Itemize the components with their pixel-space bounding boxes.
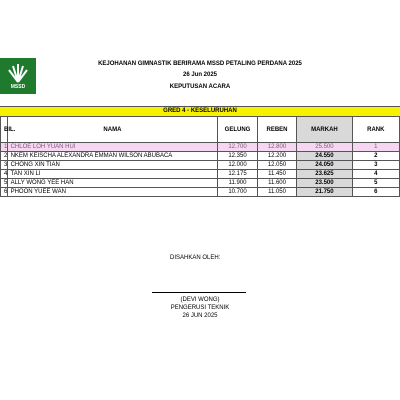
cell-bil: 5 <box>1 179 8 188</box>
cell-reben: 12.200 <box>257 152 297 161</box>
cell-markah: 23.500 <box>297 179 352 188</box>
signature-date: 26 JUN 2025 <box>182 313 218 319</box>
approved-by-label: DISAHKAN OLEH: <box>170 255 221 261</box>
cell-bil: 1 <box>1 143 8 152</box>
event-date: 26 Jun 2025 <box>182 72 218 78</box>
event-title: KEJOHANAN GIMNASTIK BERIRAMA MSSD PETALING PERDANA 2025 <box>98 61 302 67</box>
cell-bil: 3 <box>1 161 8 170</box>
cell-markah: 24.550 <box>297 152 352 161</box>
cell-markah: 21.750 <box>297 188 352 197</box>
col-markah: MARKAH <box>297 117 352 143</box>
cell-nama: ALLY WONG YEE HAN <box>7 179 218 188</box>
cell-rank: 1 <box>352 143 399 152</box>
col-gelung: GELUNG <box>218 117 258 143</box>
signatory-name: (DEVI WONG) <box>180 297 220 303</box>
table-row <box>1 170 400 179</box>
event-subtitle: KEPUTUSAN ACARA <box>169 84 231 90</box>
cell-rank: 3 <box>352 161 399 170</box>
cell-gelung: 11.900 <box>218 179 258 188</box>
cell-bil: 2 <box>1 152 8 161</box>
cell-rank: 5 <box>352 179 399 188</box>
table-row <box>1 188 400 197</box>
table-row <box>1 179 400 188</box>
signatory-role: PENGERUSI TEKNIK <box>170 305 230 311</box>
cell-reben: 11.050 <box>257 188 297 197</box>
cell-reben: 11.450 <box>257 170 297 179</box>
cell-reben: 11.600 <box>257 179 297 188</box>
cell-bil: 6 <box>1 188 8 197</box>
cell-reben: 12.050 <box>257 161 297 170</box>
signature-line <box>152 292 246 293</box>
col-bil: BIL. <box>1 117 8 143</box>
cell-nama: CHLOE LOH YUAN HUI <box>7 143 218 152</box>
table-row <box>1 152 400 161</box>
gred-banner: GRED 4 - KESELURUHAN <box>0 106 400 117</box>
cell-gelung: 12.175 <box>218 170 258 179</box>
cell-nama: CHONG XIN TIAN <box>7 161 218 170</box>
cell-nama: PHOON YUEE WAN <box>7 188 218 197</box>
cell-gelung: 12.350 <box>218 152 258 161</box>
cell-markah: 24.050 <box>297 161 352 170</box>
cell-nama: TAN XIN LI <box>7 170 218 179</box>
table-row <box>1 143 400 152</box>
cell-gelung: 12.700 <box>218 143 258 152</box>
cell-nama: NKEM KEISCHA ALEXANDRA EMMAN WILSON ABUBACA <box>7 152 218 161</box>
cell-reben: 12.800 <box>257 143 297 152</box>
table-row <box>1 161 400 170</box>
cell-bil: 4 <box>1 170 8 179</box>
cell-gelung: 10.700 <box>218 188 258 197</box>
table-header-row <box>1 117 400 143</box>
logo-text: MSSD <box>10 84 26 90</box>
col-nama: NAMA <box>7 117 218 143</box>
cell-markah: 23.625 <box>297 170 352 179</box>
cell-rank: 2 <box>352 152 399 161</box>
cell-gelung: 12.000 <box>218 161 258 170</box>
col-rank: RANK <box>352 117 399 143</box>
cell-rank: 4 <box>352 170 399 179</box>
results-table <box>0 116 400 197</box>
col-reben: REBEN <box>257 117 297 143</box>
cell-rank: 6 <box>352 188 399 197</box>
cell-markah: 25.500 <box>297 143 352 152</box>
